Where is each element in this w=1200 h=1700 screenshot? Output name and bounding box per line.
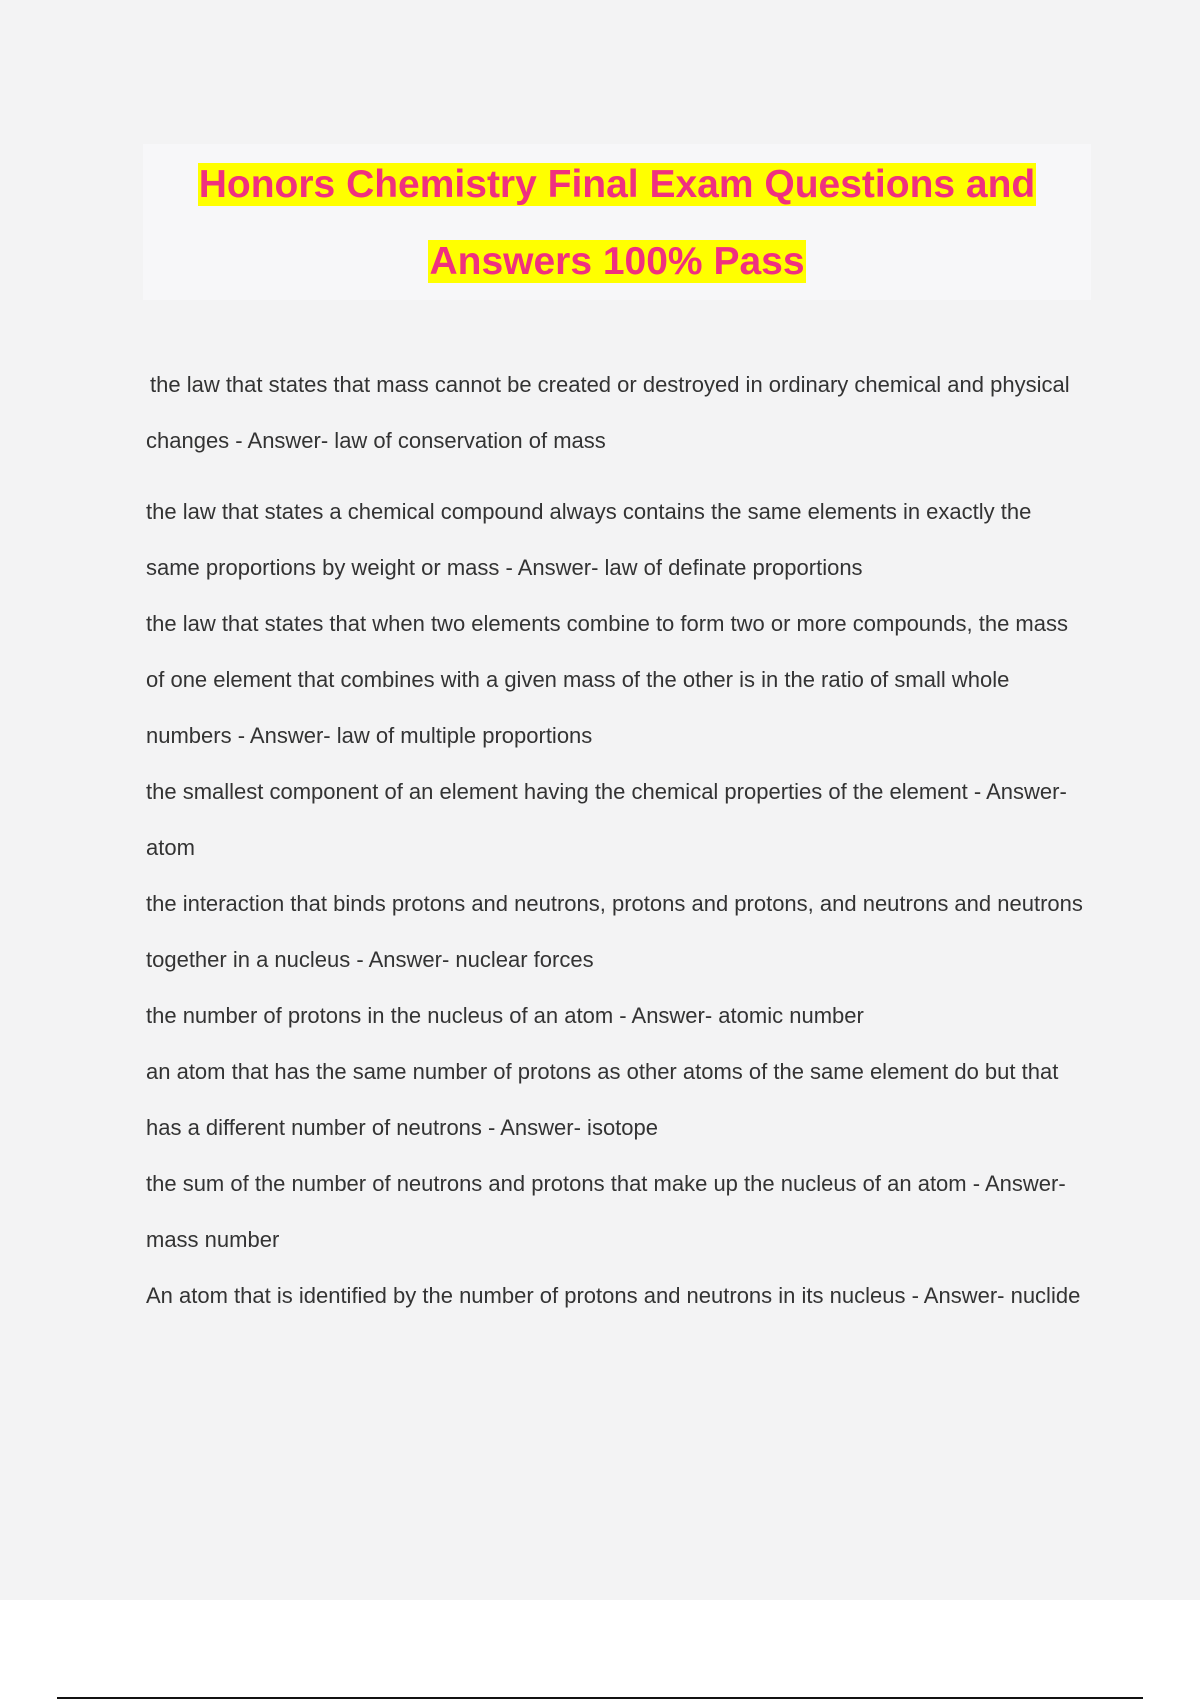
document-title [143,144,1091,300]
qa-item: the interaction that binds protons and neutrons, protons and protons, and neutrons and neutrons together in a nucleus - Answer- nuclear forces [146,891,1083,972]
qa-item: the sum of the number of neutrons and protons that make up the nucleus of an atom - Answer- mass number [146,1171,1066,1252]
qa-item: the number of protons in the nucleus of an atom - Answer- atomic number [146,1003,864,1028]
qa-item: the law that states that when two elements combine to form two or more compounds, the mass of one element that combines with a given mass of the other is in the ratio of small whole numbers - Answer- law of multiple proportions [146,611,1068,748]
qa-item: the smallest component of an element having the chemical properties of the element - Answer- atom [146,779,1067,860]
qa-item: the law that states a chemical compound always contains the same elements in exactly the same proportions by weight or mass - Answer- law of definate proportions [146,499,1032,580]
qa-item: An atom that is identified by the number of protons and neutrons in its nucleus - Answer- nuclide [146,1283,1081,1308]
title-line-2: Answers 100% Pass [429,240,805,283]
qa-item: an atom that has the same number of protons as other atoms of the same element do but that has a different number of neutrons - Answer- isotope [146,1059,1059,1140]
title-line-1: Honors Chemistry Final Exam Questions and [198,163,1036,206]
title-block [143,144,1091,300]
page-divider-line [57,1697,1143,1699]
qa-item: the law that states that mass cannot be created or destroyed in ordinary chemical and physical changes - Answer- law of conservation of mass [146,372,1070,453]
qa-list [146,357,1086,1324]
